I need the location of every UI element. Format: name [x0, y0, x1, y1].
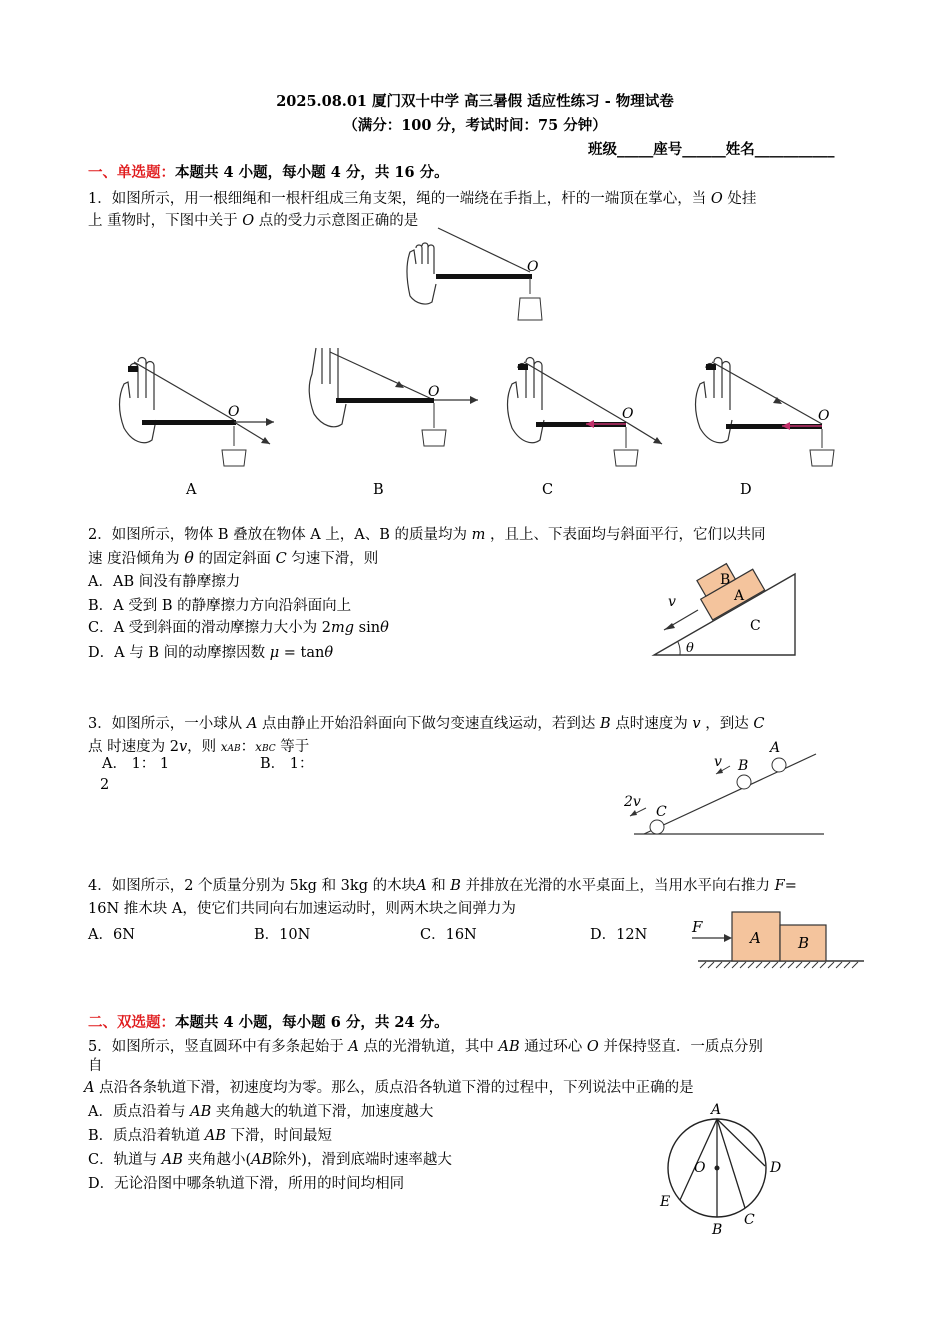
q5-option-c[interactable] [88, 1150, 452, 1170]
q4-line1 [88, 876, 797, 896]
q3-text-2b: ，则 [187, 739, 217, 755]
q5-optc-ab2: AB [251, 1152, 273, 1168]
q2-optc-text: C．A 受到斜面的滑动摩擦力大小为 2 [88, 620, 332, 636]
q5-optb-ab: AB [204, 1128, 226, 1144]
label-v: v [668, 594, 676, 610]
q1-text-1: 1．如图所示，用一根细绳和一根杆组成三角支架，绳的一端绕在手指上，杆的一端顶在掌心，当 [88, 191, 707, 207]
q2-option-d[interactable] [88, 643, 333, 663]
q5-opta-text: A．质点沿着与 [88, 1104, 186, 1120]
arrow-icon [261, 437, 270, 444]
weight-icon [222, 450, 246, 466]
q3-xbc-sub: BC [261, 744, 276, 754]
q1-text-2a: 上 重物时，下图中关于 [88, 213, 238, 229]
label-a: A [734, 588, 745, 604]
q3-xab: x [220, 740, 228, 754]
q5-line2: 自 [88, 1058, 103, 1074]
section1-desc: 本题共 4 小题，每小题 4 分，共 16 分。 [175, 164, 449, 181]
q1-main-figure [396, 228, 556, 328]
q2-option-c[interactable] [88, 618, 389, 638]
q3-option-b-cont: 2 [100, 777, 110, 793]
q1-o-symbol: O [710, 191, 723, 207]
label-v: v [714, 754, 722, 770]
arrow-icon [630, 810, 637, 816]
weight-icon [518, 298, 542, 320]
section2-label: 二、双选题： [88, 1014, 175, 1031]
q3-text-2c: 等于 [280, 739, 310, 755]
q2-optd-text: D．A 与 B 间的动摩擦因数 [88, 645, 266, 661]
q5-optc-ab: AB [161, 1152, 183, 1168]
q1-text-1b: 处挂 [727, 191, 757, 207]
center-dot [715, 1166, 720, 1171]
q2-optc-mg: mg [331, 620, 355, 636]
arrow-icon [266, 418, 274, 426]
q3-xab-sub: AB [227, 744, 241, 754]
q1-option-a[interactable]: A [186, 482, 197, 498]
section1-label: 一、单选题： [88, 164, 175, 181]
q2-text-2a: 速 度沿倾角为 [88, 551, 180, 567]
q4-b-symbol: B [450, 878, 461, 894]
point-o-label: O [622, 406, 634, 422]
q4-line2: 16N 推木块 A，使它们共同向右加速运动时，则两木块之间弹力为 [88, 901, 516, 917]
q1-figure-b [300, 348, 490, 458]
q2-text-1b: ，且上、下表面均与斜面平行，它们以共同 [490, 527, 766, 543]
q5-ab-symbol: AB [498, 1039, 520, 1055]
q1-figure-a [110, 350, 300, 470]
q3-v-symbol: v [692, 716, 701, 732]
q4-option-a[interactable]: A．6N [88, 927, 135, 943]
q2-figure [650, 560, 800, 660]
q5-opta-ab: AB [190, 1104, 212, 1120]
q3-figure [620, 736, 820, 836]
q1-option-c[interactable]: C [542, 482, 554, 498]
arrow-icon [653, 437, 662, 444]
q2-optd-theta: θ [324, 645, 334, 661]
label-c: C [750, 618, 761, 634]
ball-a [772, 758, 786, 772]
q4-f-symbol: F [774, 878, 785, 894]
weight-icon [614, 450, 638, 466]
q4-and: 和 [431, 878, 446, 894]
label-b: B [712, 1222, 723, 1238]
label-b: B [798, 934, 810, 952]
q4-a-symbol: A [416, 878, 427, 894]
weight-icon [422, 430, 446, 446]
ball-c [650, 820, 664, 834]
hand-icon [407, 243, 436, 304]
q5-opta-text2: 夹角越大的轨道下滑，加速度越大 [215, 1104, 434, 1120]
arrow-icon [724, 934, 732, 942]
q4-eq: = [784, 878, 797, 894]
q2-option-a[interactable]: A．AB 间没有静摩擦力 [88, 574, 241, 590]
q4-option-d[interactable]: D．12N [590, 927, 648, 943]
label-2v: 2v [624, 794, 641, 810]
q2-optd-mu: μ [269, 645, 280, 661]
q2-text-2c: 匀速下滑，则 [291, 551, 379, 567]
section2-desc: 本题共 4 小题，每小题 6 分，共 24 分。 [175, 1014, 449, 1031]
q5-a-symbol: A [348, 1039, 359, 1055]
q1-option-b[interactable]: B [373, 482, 384, 498]
q1-option-d[interactable]: D [740, 482, 752, 498]
q5-text-1c: 通过环心 [524, 1039, 583, 1055]
q2-optc-theta: θ [380, 620, 389, 636]
q4-figure [686, 908, 866, 970]
q3-colon: ： [240, 739, 256, 755]
q5-figure [660, 1100, 800, 1240]
label-e: E [660, 1194, 671, 1210]
q2-optd-tan: = tan [279, 645, 325, 661]
q5-optb-text: B．质点沿着轨道 [88, 1128, 201, 1144]
q2-optc-sin: sin [354, 620, 381, 636]
q5-optc-text: C．轨道与 [88, 1152, 158, 1168]
q2-option-b[interactable]: B．A 受到 B 的静摩擦力方向沿斜面向上 [88, 598, 352, 614]
q5-text-1b: 点的光滑轨道，其中 [363, 1039, 494, 1055]
label-f: F [692, 918, 703, 936]
q5-option-b[interactable] [88, 1126, 332, 1146]
q5-text-3b: 点沿各条轨道下滑，初速度均为零。那么，质点沿各轨道下滑的过程中，下列说法中正确的是 [94, 1080, 694, 1096]
string-line [438, 228, 530, 272]
q3-v2-symbol: v [178, 739, 188, 755]
rod [436, 274, 532, 279]
q3-text-1b: 点由静止开始沿斜面向下做匀变速直线运动，若到达 [261, 716, 596, 732]
q5-text-1d: 并保持竖直．一质点分别 [603, 1039, 763, 1055]
q1-line2 [88, 211, 418, 231]
q3-text-1c: 点时速度为 [615, 716, 688, 732]
label-o: O [694, 1160, 706, 1176]
label-a: A [750, 929, 761, 947]
q4-text-1: 4．如图所示，2 个质量分别为 5kg 和 3kg 的木块 [88, 878, 417, 894]
label-a: A [711, 1102, 722, 1118]
q2-line2 [88, 548, 378, 569]
q2-text-2b: 的固定斜面 [198, 551, 271, 567]
label-b: B [720, 572, 731, 588]
q3-text-2a: 点 时速度为 2 [88, 739, 179, 755]
label-c: C [656, 804, 667, 820]
hand-icon [309, 348, 346, 427]
student-info-line: 班级_____座号______姓名___________ [588, 141, 835, 158]
q5-text-1a: 5．如图所示，竖直圆环中有多条起始于 [88, 1039, 344, 1055]
table-hatch [700, 962, 858, 968]
ball-b [737, 775, 751, 789]
q4-text-1b: 并排放在光滑的水平桌面上，当用水平向右推力 [465, 878, 771, 894]
q5-option-a[interactable] [88, 1102, 433, 1122]
q5-line3 [84, 1078, 694, 1098]
q2-line1 [88, 525, 766, 545]
q3-option-b[interactable]: B． 1： [260, 756, 314, 772]
label-theta: θ [686, 641, 694, 656]
q5-optb-text2: 下滑，时间最短 [230, 1128, 333, 1144]
point-o-label: O [428, 384, 440, 400]
exam-subtitle: （满分：100 分，考试时间：75 分钟） [343, 117, 607, 134]
section1-heading [88, 163, 449, 183]
q5-option-d[interactable]: D．无论沿图中哪条轨道下滑，所用的时间均相同 [88, 1176, 405, 1192]
label-a: A [770, 740, 781, 756]
q1-o-symbol-2: O [242, 213, 255, 229]
q5-o-symbol: O [586, 1039, 599, 1055]
q1-line1 [88, 189, 756, 209]
q5-optc-text3: 除外)，滑到底端时速率越大 [272, 1152, 452, 1168]
q2-m-symbol: m [471, 527, 486, 543]
point-o-label: O [527, 259, 539, 275]
q3-b-symbol: B [600, 716, 611, 732]
label-b: B [738, 758, 749, 774]
weight-icon [810, 450, 834, 466]
q3-xbc: x [255, 740, 262, 754]
q3-text-1a: 3．如图所示，一小球从 [88, 716, 243, 732]
q2-theta-symbol: θ [184, 548, 194, 567]
q5-line1 [88, 1037, 763, 1057]
label-c: C [744, 1212, 755, 1228]
q3-c-symbol: C [753, 716, 765, 732]
q1-text-2b: 点的受力示意图正确的是 [258, 213, 419, 229]
q1-figure-c [498, 350, 688, 470]
point-o-label: O [818, 408, 830, 424]
arrow-icon [470, 396, 478, 404]
q3-option-a[interactable]: A． 1： 1 [102, 756, 170, 772]
label-d: D [770, 1160, 782, 1176]
q5-a-symbol-2: A [84, 1080, 95, 1096]
q3-a-symbol: A [246, 716, 258, 732]
q3-line1 [88, 714, 764, 734]
q3-text-1d: ，到达 [705, 716, 749, 732]
exam-title: 2025.08.01 厦门双十中学 高三暑假 适应性练习 - 物理试卷 [276, 93, 674, 110]
point-o-label: O [228, 404, 240, 420]
q4-option-c[interactable]: C．16N [420, 927, 477, 943]
q2-c-symbol: C [275, 551, 287, 567]
q1-figure-d [686, 350, 876, 470]
q4-option-b[interactable]: B．10N [254, 927, 311, 943]
section2-heading [88, 1013, 449, 1033]
q2-text-1: 2．如图所示，物体 B 叠放在物体 A 上，A、B 的质量均为 [88, 527, 468, 543]
q5-optc-text2: 夹角越小( [187, 1152, 252, 1168]
